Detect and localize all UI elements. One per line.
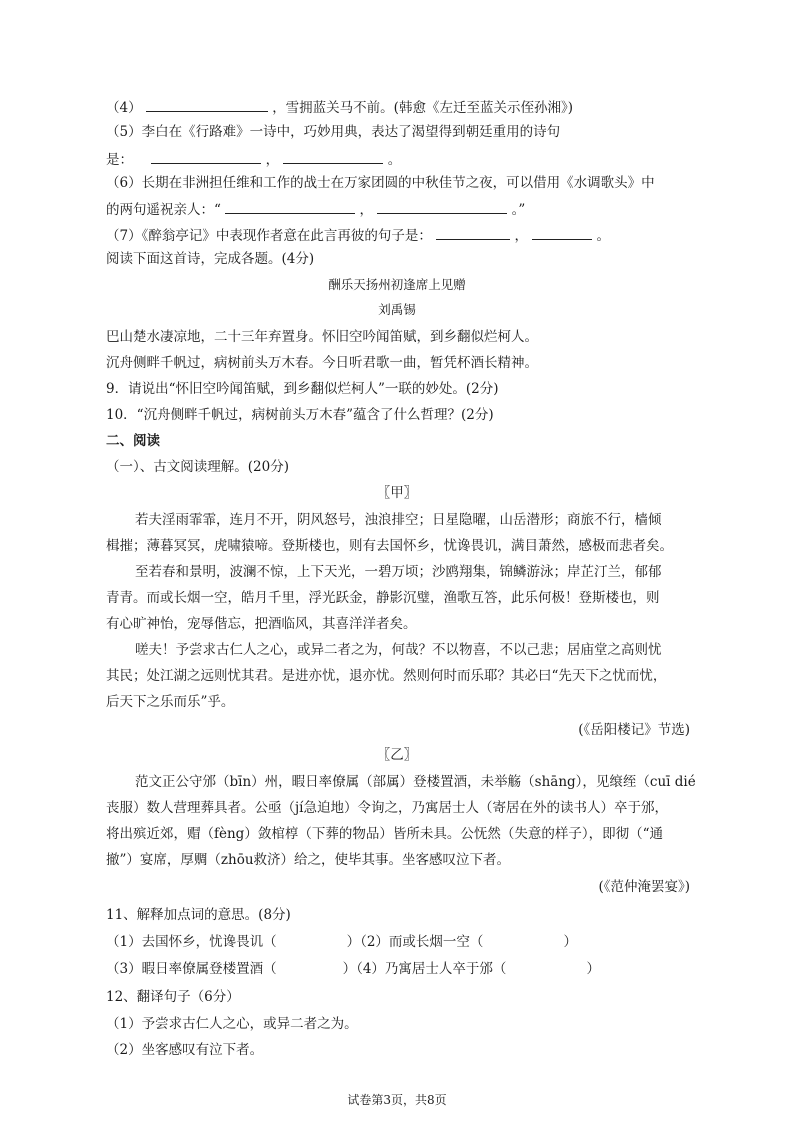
poem-intro: 阅读下面这首诗，完成各题。(4分) xyxy=(106,251,315,267)
q5-blank-2[interactable] xyxy=(283,149,383,164)
q6-prefix: 的两句遥祝亲人：“ xyxy=(106,202,221,218)
q4-number: （4） xyxy=(106,100,142,116)
jia-paragraph-2b: 青青。而或长烟一空，皓月千里，浮光跃金，静影沉璧，渔歌互答，此乐何极！登斯楼也，则 xyxy=(106,590,660,606)
question-4 xyxy=(106,97,573,117)
question-5-line2 xyxy=(106,149,401,169)
section-2-subheading: （一）、古文阅读理解。(20分) xyxy=(106,459,289,475)
question-9: 9．请说出“怀旧空吟闻笛赋，到乡翻似烂柯人”一联的妙处。(2分) xyxy=(106,381,499,397)
q11-item-2-close: ） xyxy=(563,934,577,950)
jia-paragraph-3b: 其民；处江湖之远则忧其君。是进亦忧，退亦忧。然则何时而乐耶？其必曰“先天下之忧而忧， xyxy=(106,668,667,684)
q4-text: ，雪拥蓝关马不前。(韩愈《左迁至蓝关示侄孙湘》) xyxy=(272,100,573,116)
poem-line-2: 沉舟侧畔千帆过，病树前头万木春。今日听君歌一曲，暂凭杯酒长精神。 xyxy=(106,355,538,371)
poem-author: 刘禹锡 xyxy=(378,302,416,317)
q6-blank-2[interactable] xyxy=(377,199,507,214)
question-11-row-2 xyxy=(106,960,600,978)
jia-paragraph-3a: 嗟夫！予尝求古仁人之心，或异二者之为，何哉？不以物喜，不以己悲；居庙堂之高则忧 xyxy=(135,642,662,658)
q6-separator: ， xyxy=(359,202,373,218)
jia-paragraph-1a: 若夫淫雨霏霏，连月不开，阴风怒号，浊浪排空；日星隐曜，山岳潜形；商旅不行，樯倾 xyxy=(135,512,662,528)
q11-item-4: ）（4）乃寓居士人卒于邠（ xyxy=(342,961,507,977)
yi-paragraph-b: 丧服）数人营理葬具者。公亟（jí急迫地）令询之，乃寓居士人（寄居在外的读书人）卒于邠， xyxy=(106,800,669,816)
question-6-line1: （6）长期在非洲担任维和工作的战士在万家团圆的中秋佳节之夜，可以借用《水调歌头》中 xyxy=(106,175,655,191)
q4-blank[interactable] xyxy=(146,97,268,112)
yi-paragraph-c: 将出殡近郊，赗（fèng）敛棺椁（下葬的物品）皆所未具。公怃然（失意的样子），即彻（“通 xyxy=(106,826,663,842)
q11-item-4-close: ） xyxy=(586,961,600,977)
jia-paragraph-2a: 至若春和景明，波澜不惊，上下天光，一碧万顷；沙鸥翔集，锦鳞游泳；岸芷汀兰，郁郁 xyxy=(135,564,662,580)
question-12-sentence-1: （1）予尝求古仁人之心，或异二者之为。 xyxy=(106,1016,358,1032)
question-10: 10．“沉舟侧畔千帆过，病树前头万木春”蕴含了什么哲理？(2分) xyxy=(106,407,494,423)
q6-end: 。” xyxy=(511,202,526,218)
q5-prefix: 是： xyxy=(106,152,133,168)
section-2-heading: 二、阅读 xyxy=(106,433,160,449)
yi-paragraph-d: 撤”）宴席，厚赒（zhōu救济）给之，使毕其事。坐客感叹泣下者。 xyxy=(106,852,511,868)
q7-blank-2[interactable] xyxy=(532,225,592,240)
yi-heading: 〖乙〗 xyxy=(376,747,418,763)
q7-separator: ， xyxy=(514,228,528,244)
q11-item-1: （1）去国怀乡，忧谗畏讥（ xyxy=(106,934,277,950)
poem-title: 酬乐天扬州初逢席上见赠 xyxy=(328,277,466,292)
yi-paragraph-a: 范文正公守邠（bīn）州，暇日率僚属（部属）登楼置酒，未举觞（shāng），见缞绖（cuī dié xyxy=(135,774,696,790)
q5-blank-1[interactable] xyxy=(151,149,261,164)
jia-paragraph-1b: 楫摧；薄暮冥冥，虎啸猿啼。登斯楼也，则有去国怀乡，忧谗畏讥，满目萧然，感极而悲者矣。 xyxy=(106,538,673,554)
jia-paragraph-3c: 后天下之乐而乐”乎。 xyxy=(106,694,235,710)
poem-line-1: 巴山楚水凄凉地，二十三年弃置身。怀旧空吟闻笛赋，到乡翻似烂柯人。 xyxy=(106,329,538,345)
q7-blank-1[interactable] xyxy=(436,225,510,240)
question-5-line1: （5）李白在《行路难》一诗中，巧妙用典，表达了渴望得到朝廷重用的诗句 xyxy=(106,124,561,140)
q5-separator: ， xyxy=(265,152,280,168)
jia-source: (《岳阳楼记》节选) xyxy=(578,722,690,738)
q7-prefix: （7）《醉翁亭记》中表现作者意在此言再彼的句子是： xyxy=(106,228,432,244)
q5-end: 。 xyxy=(387,152,402,168)
yi-source: (《范仲淹罢宴》) xyxy=(598,879,690,895)
question-11-title: 11、解释加点词的意思。(8分) xyxy=(106,907,291,923)
jia-heading: 〖甲〗 xyxy=(376,485,418,501)
question-7 xyxy=(106,225,610,245)
q7-end: 。 xyxy=(596,228,611,244)
q6-blank-1[interactable] xyxy=(225,199,355,214)
q11-item-2: ）（2）而或长烟一空（ xyxy=(346,934,484,950)
page-footer: 试卷第3页，共8页 xyxy=(347,1093,447,1107)
question-12-sentence-2: （2）坐客感叹有泣下者。 xyxy=(106,1042,264,1058)
question-12-title: 12、翻译句子（6分） xyxy=(106,989,240,1005)
question-6-line2 xyxy=(106,199,525,219)
q11-item-3: （3）暇日率僚属登楼置酒（ xyxy=(106,961,277,977)
jia-paragraph-2c: 有心旷神怡，宠辱偕忘，把酒临风，其喜洋洋者矣。 xyxy=(106,616,417,632)
question-11-row-1 xyxy=(106,933,577,951)
